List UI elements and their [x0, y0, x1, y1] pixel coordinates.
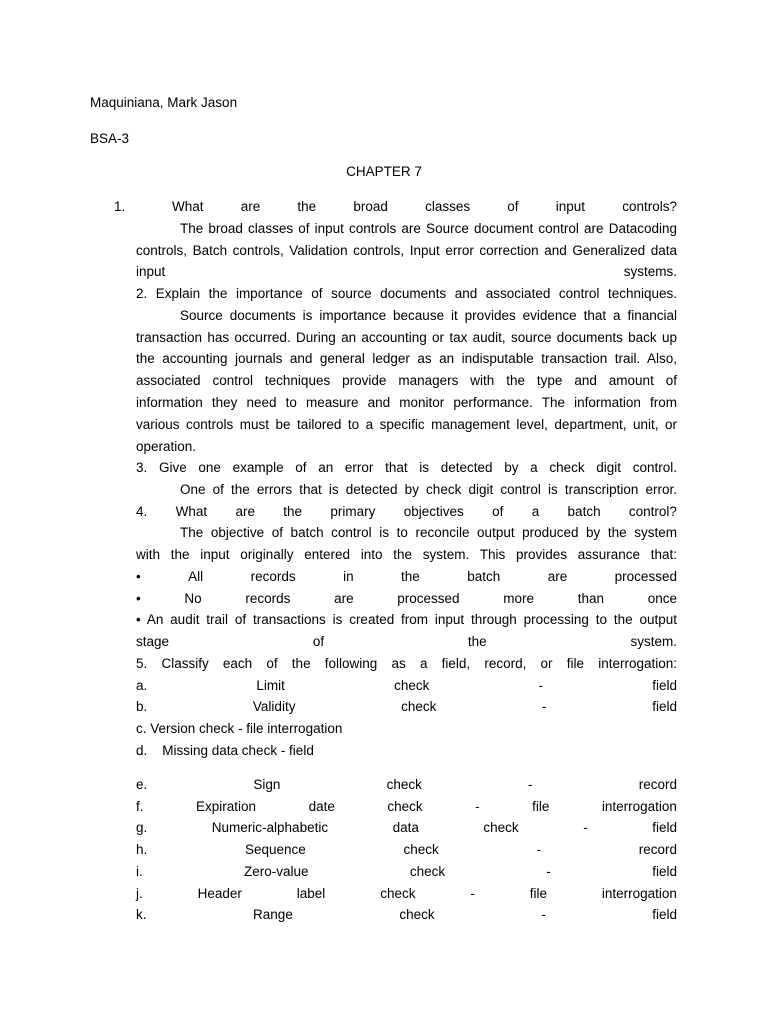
item-label: f. — [136, 799, 144, 814]
item-label: h. — [136, 842, 148, 857]
item-word: check — [386, 777, 422, 792]
item-word: Expiration — [196, 799, 257, 814]
q3-answer: One of the errors that is detected by check digit control is transcription error. — [180, 482, 677, 497]
q5-question: 5. Classify each of the following as a field, record, or file interrogation: — [136, 656, 677, 671]
item-word: - — [546, 864, 551, 879]
item-label: e. — [136, 777, 148, 792]
item-word: field — [652, 820, 677, 835]
q5-item — [136, 796, 677, 818]
q3-question: 3. Give one example of an error that is detected by a check digit control. — [136, 460, 677, 475]
q1-number: 1. — [114, 199, 126, 214]
q4-bullet-continuation — [136, 631, 677, 653]
item-label: b. — [136, 699, 148, 714]
item-word: - — [528, 777, 533, 792]
q2-question: 2. Explain the importance of source documents and associated control techniques. — [136, 286, 677, 301]
item-word: - — [542, 699, 547, 714]
bullet-word: than — [577, 591, 604, 606]
item-word: - — [538, 678, 544, 693]
q4-word: primary — [330, 504, 376, 519]
q4-answer-line: The objective of batch control is to reconcile output produced by the system — [180, 525, 677, 540]
item-word: check — [399, 907, 435, 922]
q4-word: objectives — [403, 504, 464, 519]
q4-word: of — [492, 504, 504, 519]
q1-word: broad — [353, 199, 388, 214]
item-word: record — [638, 777, 677, 792]
q1-answer-word: input — [136, 264, 166, 279]
bullet-word: the — [401, 569, 420, 584]
q4-word: batch — [567, 504, 601, 519]
q5-item — [136, 883, 677, 905]
item-word: Sequence — [244, 842, 306, 857]
q1-answer-line: controls, Batch controls, Validation controls, Input error correction and Generalized data — [136, 243, 677, 258]
item-word: Sign — [253, 777, 281, 792]
q4-answer-line: with the input originally entered into the system. This provides assurance that: — [136, 547, 677, 562]
q1-answer-line: The broad classes of input controls are Source document control are Datacoding — [180, 221, 677, 236]
item-word: check — [387, 799, 423, 814]
q5-item — [136, 861, 677, 883]
bullet-icon: • — [136, 569, 141, 584]
q2-answer-line: information they need to measure and monitor performance. The information from — [136, 395, 677, 410]
bullet-word: system. — [630, 634, 677, 649]
bullet-word: records — [245, 591, 291, 606]
item-word: file — [529, 886, 547, 901]
q1-word: are — [240, 199, 261, 214]
q4-word: What — [175, 504, 208, 519]
q2-answer-line: the accounting journals and general ledger as an indisputable transaction trail. Also, — [136, 351, 677, 366]
bullet-word: in — [343, 569, 354, 584]
item-word: label — [296, 886, 326, 901]
q4-word: are — [235, 504, 255, 519]
q1-word: controls? — [622, 199, 677, 214]
bullet-word: processed — [614, 569, 677, 584]
q4-word: the — [283, 504, 303, 519]
q4-word: a — [531, 504, 540, 519]
item-word: - — [475, 799, 480, 814]
bullet-word: are — [334, 591, 354, 606]
item-word: Zero-value — [244, 864, 309, 879]
chapter-title: CHAPTER 7 — [346, 164, 422, 179]
item-word: check — [403, 842, 439, 857]
item-word: field — [652, 864, 677, 879]
item-word: check — [380, 886, 416, 901]
q5-item — [136, 774, 677, 796]
bullet-word: batch — [467, 569, 501, 584]
item-word: check — [401, 699, 437, 714]
q4-question — [136, 501, 677, 523]
bullet-word: the — [467, 634, 487, 649]
item-label: g. — [136, 820, 148, 835]
q1-question — [172, 196, 677, 218]
item-word: Numeric-alphabetic — [211, 820, 329, 835]
item-word: Header — [197, 886, 242, 901]
q1-word: classes — [425, 199, 471, 214]
q5-item: c. Version check - file interrogation — [136, 721, 343, 736]
q1-word: of — [507, 199, 519, 214]
student-name: Maquiniana, Mark Jason — [90, 95, 238, 110]
q4-bullet — [136, 588, 677, 610]
q1-word: What — [172, 199, 204, 214]
q5-item — [136, 904, 677, 926]
bullet-word: records — [250, 569, 296, 584]
item-word: data — [392, 820, 419, 835]
q4-bullet — [136, 566, 677, 588]
item-word: check — [409, 864, 446, 879]
bullet-word: All — [188, 569, 204, 584]
item-word: check — [483, 820, 519, 835]
q4-word: control? — [628, 504, 677, 519]
item-word: - — [470, 886, 475, 901]
bullet-word: of — [312, 634, 325, 649]
item-word: - — [541, 907, 546, 922]
q5-item — [136, 696, 677, 718]
item-word: interrogation — [601, 799, 677, 814]
bullet-word: once — [647, 591, 677, 606]
item-word: check — [394, 678, 430, 693]
item-word: - — [536, 842, 542, 857]
item-word: file — [532, 799, 550, 814]
item-label: a. — [136, 678, 148, 693]
q1-word: input — [555, 199, 586, 214]
q5-item — [136, 675, 677, 697]
q5-item — [136, 817, 677, 839]
q2-answer-line: operation. — [136, 439, 197, 454]
bullet-word: stage — [136, 634, 170, 649]
bullet-word: No — [184, 591, 202, 606]
item-word: Range — [253, 907, 293, 922]
item-word: field — [652, 907, 677, 922]
item-word: - — [583, 820, 588, 835]
bullet-word: processed — [397, 591, 460, 606]
q2-answer-line: transaction has occurred. During an accounting or tax audit, source documents back up — [136, 330, 677, 345]
bullet-word: more — [503, 591, 535, 606]
q4-number: 4. — [136, 504, 148, 519]
item-label: k. — [136, 907, 147, 922]
q1-word: the — [297, 199, 317, 214]
q1-answer-line — [136, 261, 677, 283]
q4-bullet: • An audit trail of transactions is created from input through processing to the output — [136, 612, 677, 627]
q1-answer-word: systems. — [623, 264, 677, 279]
q2-answer-line: Source documents is importance because it provides evidence that a financial — [180, 308, 677, 323]
item-word: field — [652, 699, 677, 714]
item-word: field — [652, 678, 677, 693]
q5-item — [136, 839, 677, 861]
student-section: BSA-3 — [90, 131, 130, 146]
item-word: date — [308, 799, 335, 814]
bullet-word: are — [547, 569, 568, 584]
item-label: j. — [136, 886, 143, 901]
bullet-icon: • — [136, 591, 141, 606]
q5-item: d. Missing data check - field — [136, 743, 314, 758]
item-label: i. — [136, 864, 143, 879]
item-word: interrogation — [601, 886, 677, 901]
item-word: Limit — [256, 678, 285, 693]
item-word: record — [638, 842, 677, 857]
q2-answer-line: various controls must be tailored to a specific management level, department, unit, or — [136, 417, 677, 432]
q2-answer-line: associated control techniques provide managers with the type and amount of — [136, 373, 677, 388]
item-word: Validity — [252, 699, 296, 714]
